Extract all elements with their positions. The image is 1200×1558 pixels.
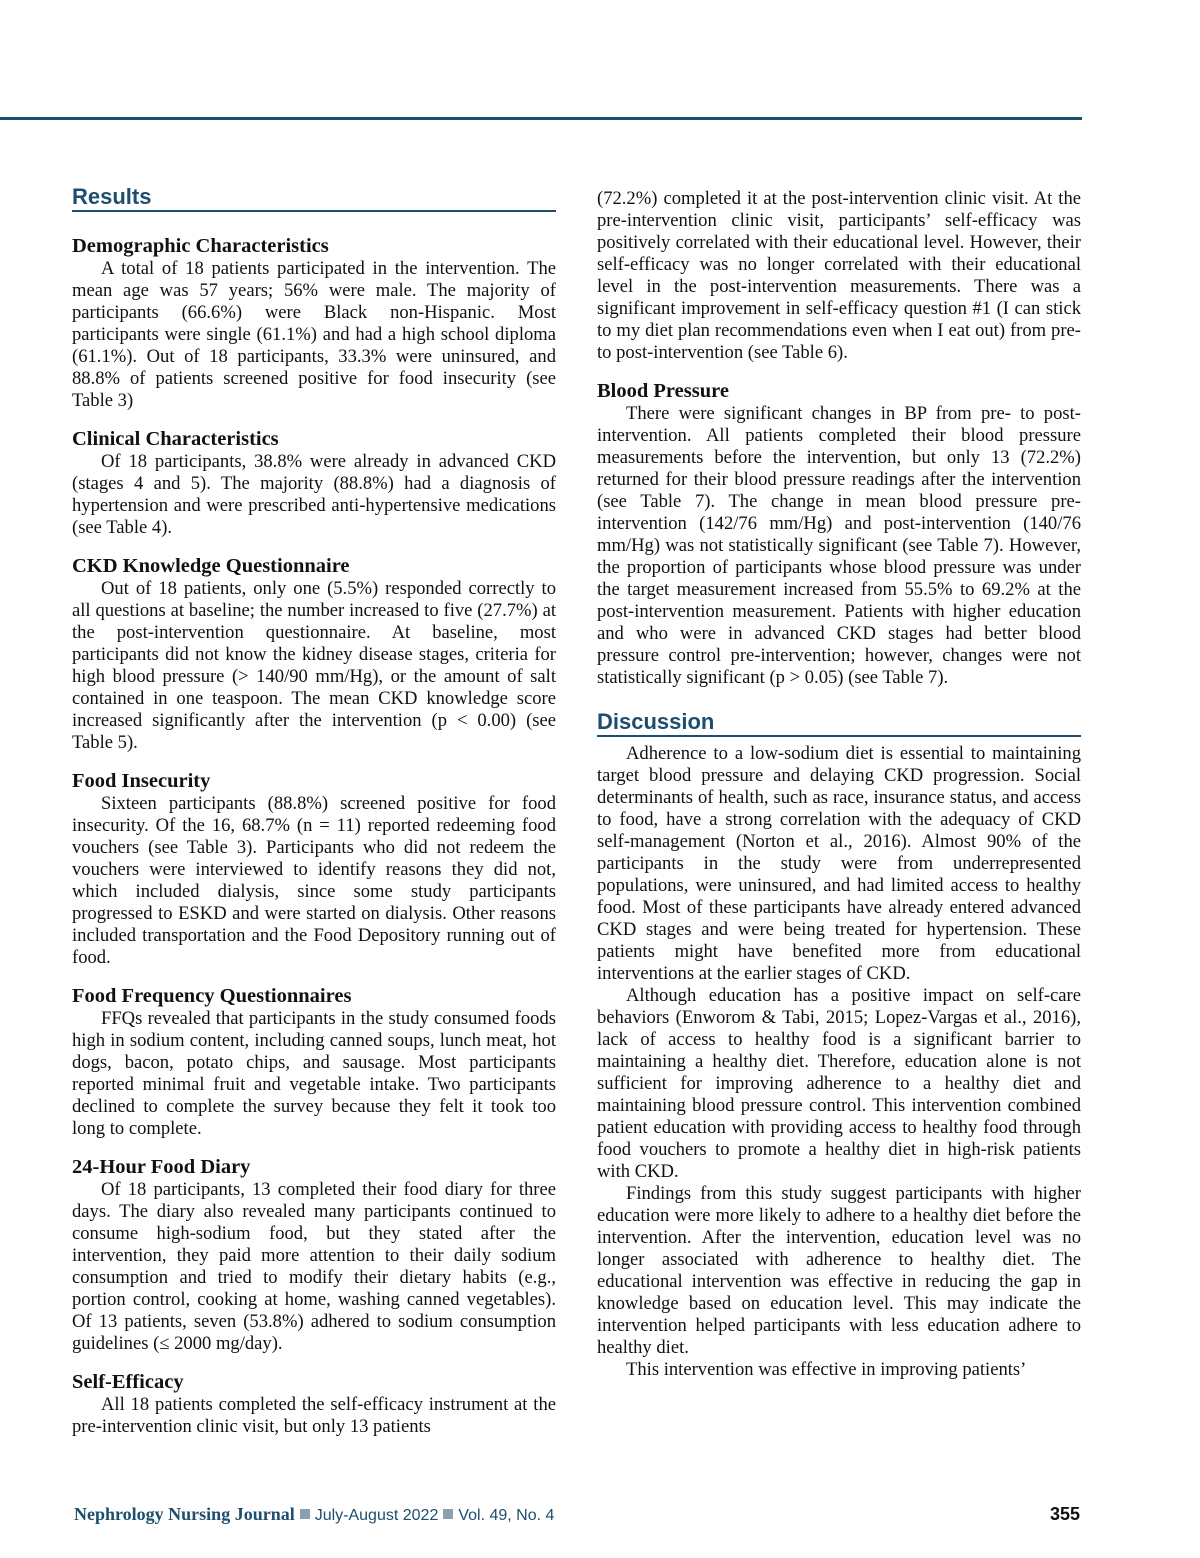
ckd-knowledge-heading: CKD Knowledge Questionnaire <box>72 555 350 577</box>
ffq-text: FFQs revealed that participants in the study consumed foods high in sodium content, including canned soups, lunch meat, hot dogs, bacon, potato chips, and sausage. Most participants reported minimal fruit and vegetable intake. Two participants declined to complete the survey because they felt it took too long to complete. <box>72 1008 556 1139</box>
clinical-heading: Clinical Characteristics <box>72 428 279 450</box>
demographic-text: A total of 18 patients participated in the intervention. The mean age was 57 years; 56% were male. The majority of participants (66.6%) were Black non-Hispanic. Most participants were single (61.1%) and had a high school diploma (61.1%). Out of 18 participants, 33.3% were uninsured, and 88.8% of patients screened positive for food insecurity (see Table 3) <box>72 258 556 411</box>
journal-name: Nephrology Nursing Journal <box>74 1504 295 1524</box>
self-efficacy-heading: Self-Efficacy <box>72 1371 184 1393</box>
separator-square <box>443 1509 453 1519</box>
volume-info: Vol. 49, No. 4 <box>458 1507 555 1524</box>
self-efficacy-text: All 18 patients completed the self-efficacy instrument at the pre-intervention clinic visit, but only 13 patients <box>72 1394 556 1437</box>
ffq-heading: Food Frequency Questionnaires <box>72 985 352 1007</box>
food-diary-text: Of 18 participants, 13 completed their food diary for three days. The diary also revealed many participants continued to consume high-sodium food, but they stated after the intervention, they paid more attention to their daily sodium consumption and tried to modify their dietary habits (e.g., portion control, cooking at home, washing canned vegetables). Of 13 patients, seven (53.8%) adhered to sodium consumption guidelines (≤ 2000 mg/day). <box>72 1179 556 1354</box>
demographic-section <box>72 234 556 412</box>
blood-pressure-heading: Blood Pressure <box>597 380 729 402</box>
discussion-paragraph-2: Although education has a positive impact on self-care behaviors (Enworom & Tabi, 2015; Lopez-Vargas et al., 2016), lack of access to healthy food is a significant barrier to maintaining a healthy diet. Therefore, education alone is not sufficient for improving adherence to a healthy diet and maintaining blood pressure control. This intervention combined patient education with providing access to healthy food through food vouchers to promote a healthy diet in high-risk patients with CKD. <box>597 985 1081 1182</box>
discussion-paragraph-3: Findings from this study suggest participants with higher education were more likely to adhere to a healthy diet before the intervention. After the intervention, education level was no longer associated with adherence to healthy diet. The educational intervention was effective in reducing the gap in knowledge based on education level. This may indicate the intervention helped participants with less education adhere to healthy diet. <box>597 1183 1081 1358</box>
page-number: 355 <box>1049 1504 1080 1524</box>
food-diary-heading: 24-Hour Food Diary <box>72 1156 251 1178</box>
header-rule <box>0 117 1082 120</box>
issue-date: July-August 2022 <box>314 1507 439 1524</box>
left-column <box>72 186 556 1453</box>
discussion-paragraph-4: This intervention was effective in improving patients’ <box>626 1359 1027 1380</box>
ckd-knowledge-section <box>72 554 556 754</box>
right-column <box>597 188 1081 1381</box>
self-efficacy-continuation: (72.2%) completed it at the post-intervention clinic visit. At the pre-intervention clinic visit, participants’ self-efficacy was positively correlated with their educational level. However, their self-efficacy was no longer correlated with their educational level in the post-intervention measurements. There was a significant improvement in self-efficacy question #1 (I can stick to my diet plan recommendations even when I eat out) from pre- to post-intervention (see Table 6). <box>597 188 1081 363</box>
food-diary-section <box>72 1155 556 1355</box>
discussion-heading: Discussion <box>597 711 1081 737</box>
food-insecurity-text: Sixteen participants (88.8%) screened positive for food insecurity. Of the 16, 68.7% (n = 11) reported redeeming food vouchers (see Table 3). Participants who did not redeem the vouchers were interviewed to identify reasons they did not, which included dialysis, since some study participants progressed to ESKD and were started on dialysis. Other reasons included transportation and the Food Depository running out of food. <box>72 793 556 968</box>
blood-pressure-text: There were significant changes in BP from pre- to post-intervention. All patients completed their blood pressure measurements before the intervention, but only 13 (72.2%) returned for their blood pressure readings after the intervention (see Table 7). The change in mean blood pressure pre-intervention (142/76 mm/Hg) and post-intervention (140/76 mm/Hg) was not statistically significant (see Table 7). However, the proportion of participants whose blood pressure was under the target measurement increased from 55.5% to 69.2% at the post-intervention measurement. Patients with higher education and who were in advanced CKD stages had better blood pressure control pre-intervention; however, changes were not statistically significant (p > 0.05) (see Table 7). <box>597 403 1081 688</box>
food-insecurity-heading: Food Insecurity <box>72 770 211 792</box>
results-heading: Results <box>72 186 556 212</box>
food-insecurity-section <box>72 769 556 969</box>
ckd-knowledge-text: Out of 18 patients, only one (5.5%) responded correctly to all questions at baseline; the number increased to five (27.7%) at the post-intervention questionnaire. At baseline, most participants did not know the kidney disease stages, criteria for high blood pressure (> 140/90 mm/Hg), or the amount of salt contained in one teaspoon. The mean CKD knowledge score increased significantly after the intervention (p < 0.00) (see Table 5). <box>72 578 556 753</box>
clinical-section <box>72 427 556 539</box>
demographic-heading: Demographic Characteristics <box>72 235 329 257</box>
page-footer <box>74 1504 1080 1528</box>
self-efficacy-section <box>72 1370 556 1438</box>
ffq-section <box>72 984 556 1140</box>
clinical-text: Of 18 participants, 38.8% were already in advanced CKD (stages 4 and 5). The majority (88.8%) had a diagnosis of hypertension and were prescribed anti-hypertensive medications (see Table 4). <box>72 451 556 538</box>
separator-square <box>300 1509 310 1519</box>
discussion-paragraph-1: Adherence to a low-sodium diet is essential to maintaining target blood pressure and delaying CKD progression. Social determinants of health, such as race, insurance status, and access to food, have a strong correlation with the adequacy of CKD self-management (Norton et al., 2016). Almost 90% of the participants in the study were from underrepresented populations, were uninsured, and had limited access to healthy food. Most of these participants have already entered advanced CKD stages and were being treated for hypertension. These patients might have benefited more from educational interventions at the earlier stages of CKD. <box>597 743 1081 984</box>
